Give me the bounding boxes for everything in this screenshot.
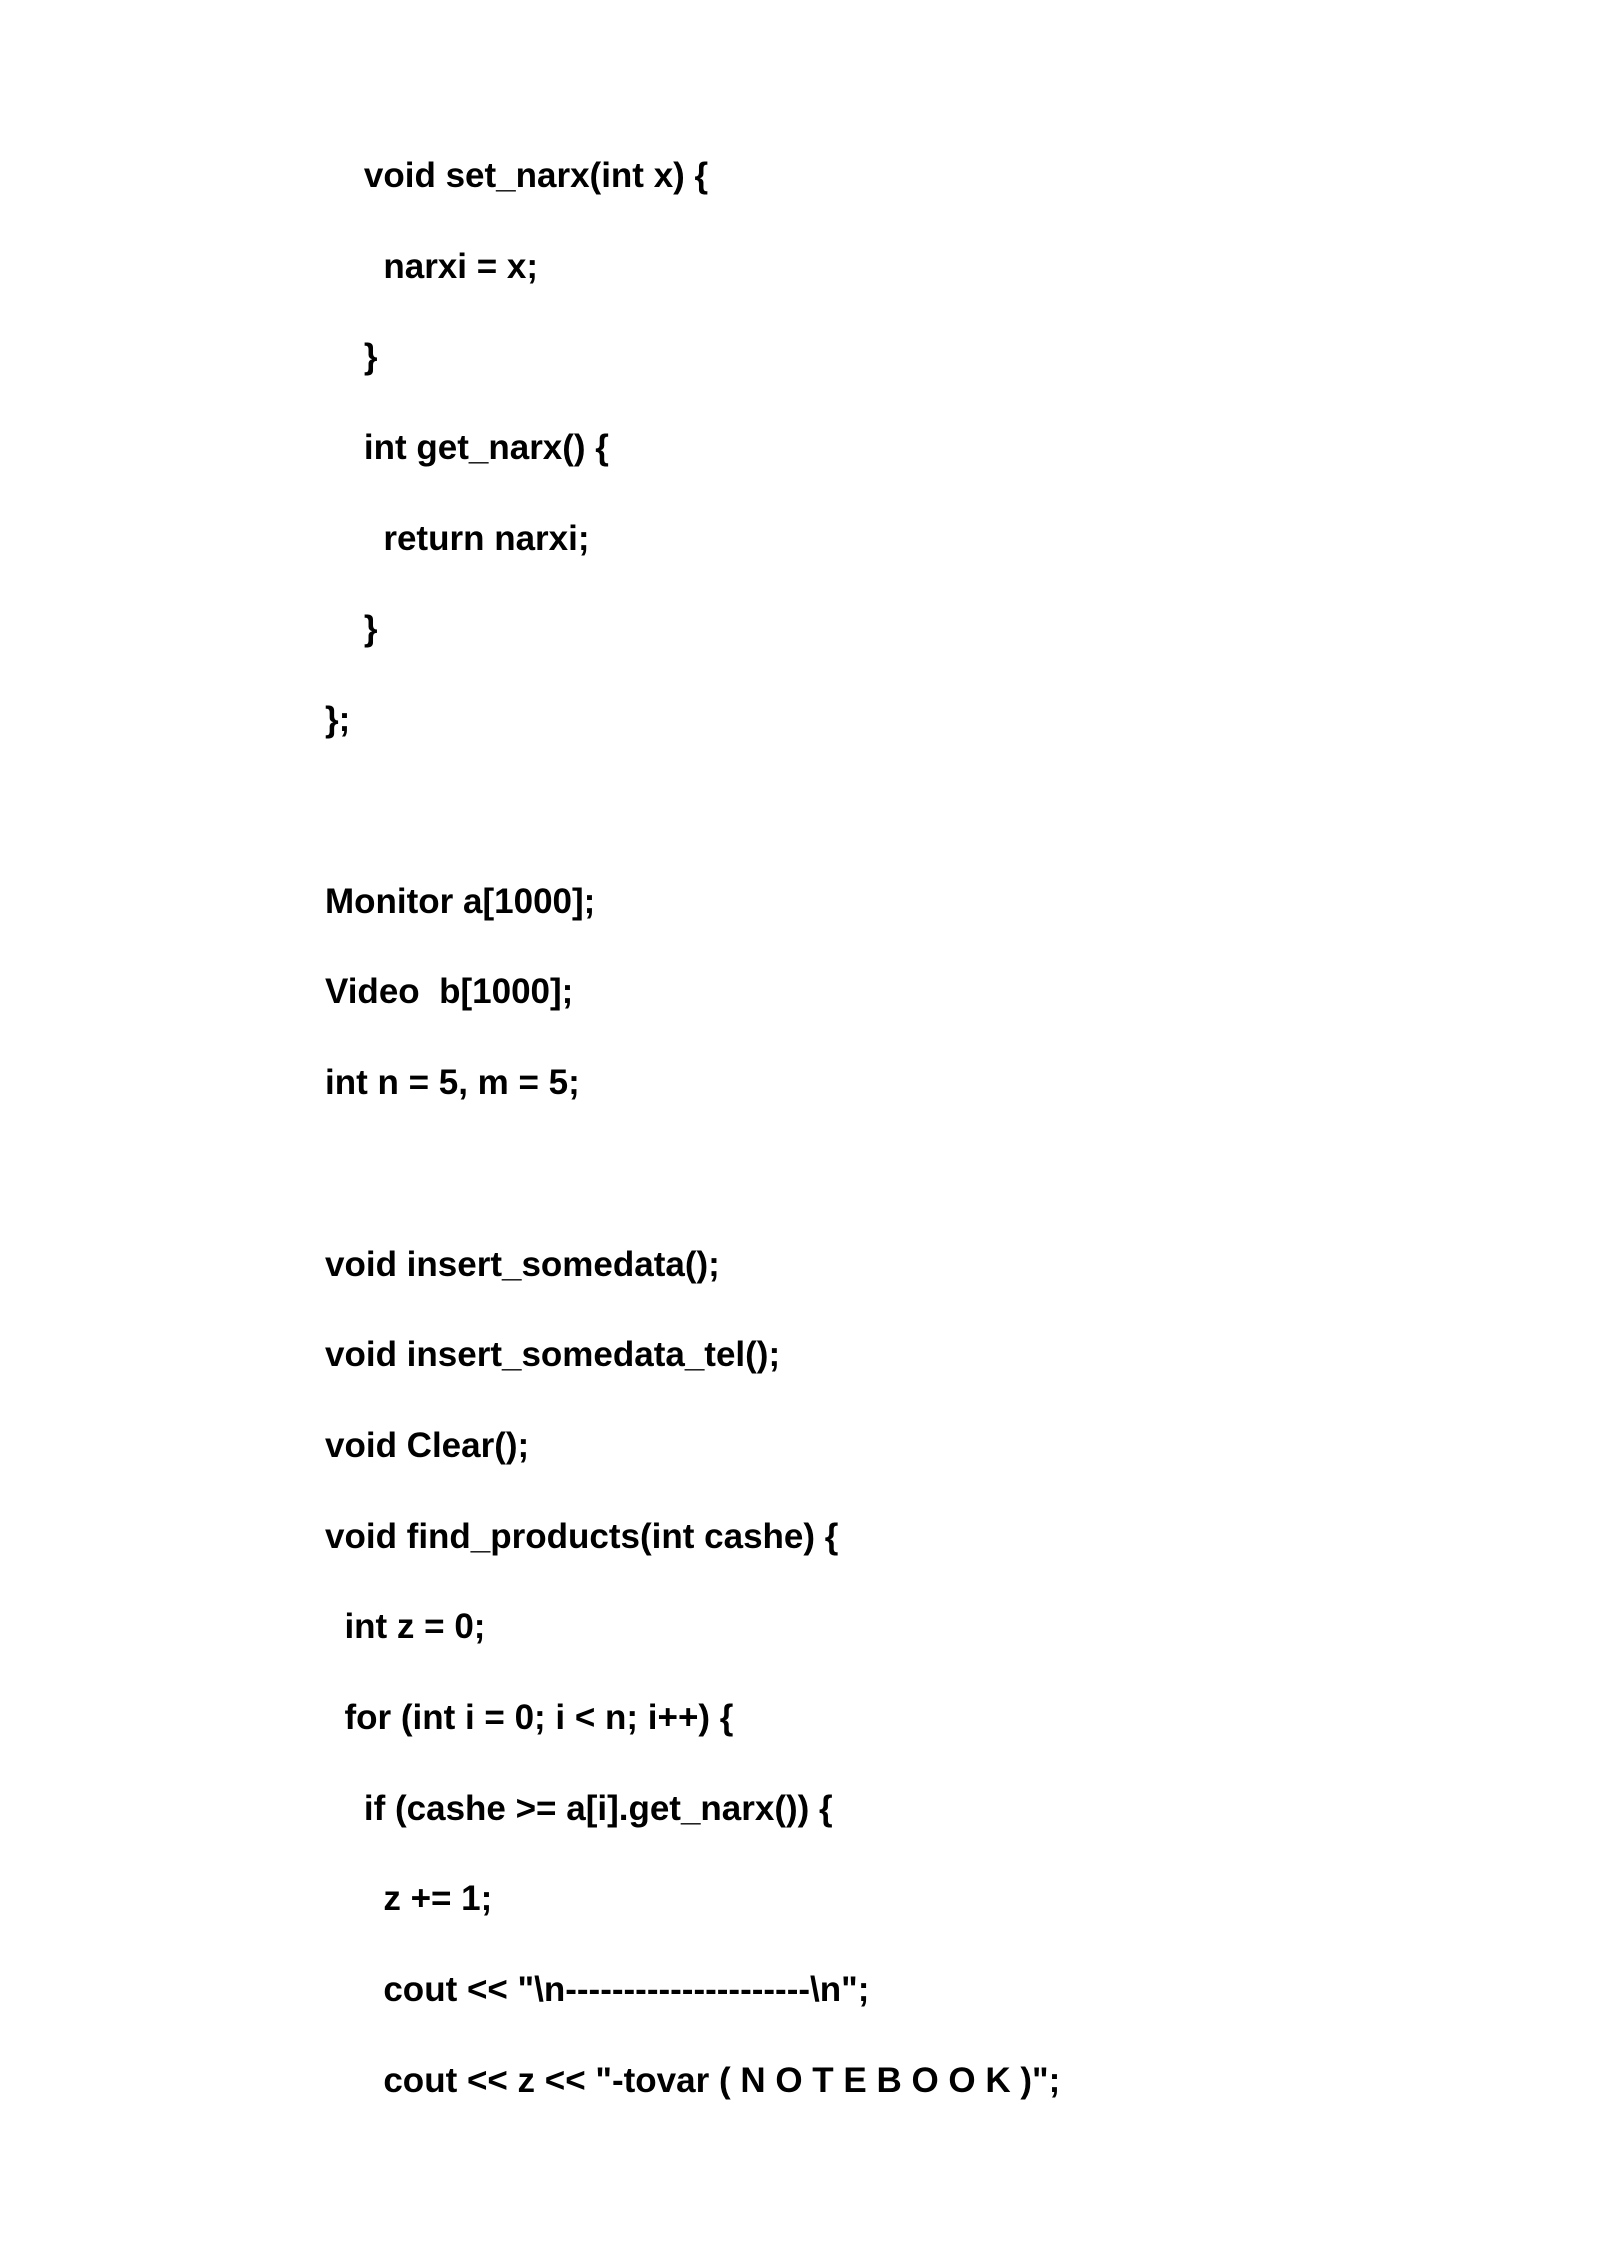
code-line-5: return narxi;	[325, 519, 590, 558]
code-line-19: cout << "\n---------------------\n";	[325, 1970, 870, 2009]
code-line-4: int get_narx() {	[325, 428, 609, 467]
code-line-13: void Clear();	[325, 1426, 530, 1465]
code-line-9: Video b[1000];	[325, 972, 574, 1011]
code-line-1: void set_narx(int x) {	[325, 156, 709, 195]
code-line-14: void find_products(int cashe) {	[325, 1517, 839, 1556]
code-line-7: };	[325, 700, 351, 739]
code-line-17: if (cashe >= a[i].get_narx()) {	[325, 1789, 833, 1828]
code-line-18: z += 1;	[325, 1879, 493, 1918]
code-line-8: Monitor a[1000];	[325, 882, 596, 921]
code-line-10: int n = 5, m = 5;	[325, 1063, 580, 1102]
code-line-3: }	[325, 337, 378, 376]
code-line-2: narxi = x;	[325, 247, 539, 286]
code-line-12: void insert_somedata_tel();	[325, 1335, 781, 1374]
code-line-16: for (int i = 0; i < n; i++) {	[325, 1698, 734, 1737]
code-line-15: int z = 0;	[325, 1607, 486, 1646]
code-line-6: }	[325, 609, 378, 648]
code-line-20: cout << z << "-tovar ( N O T E B O O K )";	[325, 2061, 1061, 2100]
code-line-11: void insert_somedata();	[325, 1245, 720, 1284]
